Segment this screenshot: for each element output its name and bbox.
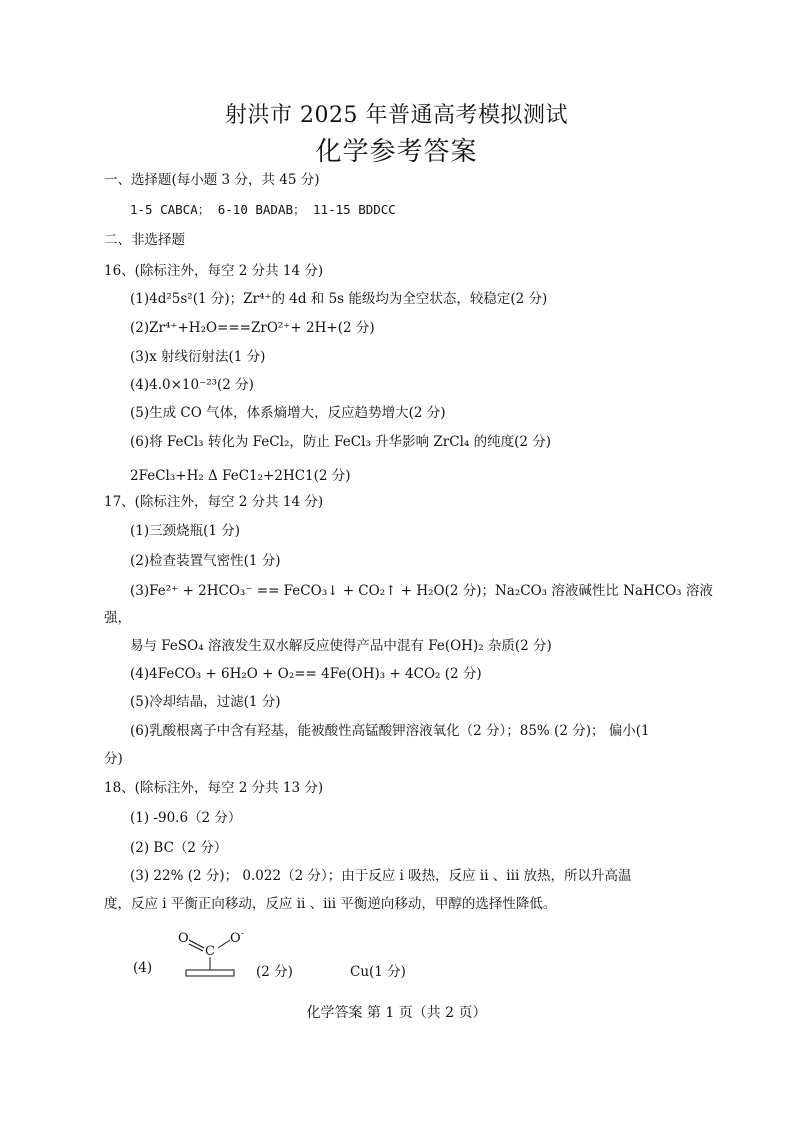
page-footer: 化学答案 第 1 页（共 2 页） xyxy=(306,1005,487,1021)
q17-p5: (5)冷却结晶，过滤(1 分) xyxy=(130,694,281,710)
q18-p4-score: (2 分) xyxy=(256,964,293,980)
q18-p1: (1) -90.6（2 分） xyxy=(130,810,242,826)
q18-p2: (2) BC（2 分） xyxy=(130,840,228,856)
q16-p2: (2)Zr⁴⁺+H₂O===ZrO²⁺+ 2H+(2 分) xyxy=(130,320,375,336)
section2-heading: 二、非选择题 xyxy=(104,232,185,248)
section1-heading: 一、选择题(每小题 3 分，共 45 分) xyxy=(104,172,320,188)
section1-answers: 1-5 CABCA； 6-10 BADAB； 11-15 BDDCC xyxy=(130,202,396,217)
q18-p4-label: (4) xyxy=(133,960,153,976)
structure-atom-c: C xyxy=(205,944,215,959)
q17-p6b: 分) xyxy=(104,751,123,767)
q17-p1: (1)三颈烧瓶(1 分) xyxy=(130,523,241,539)
q16-header: 16、(除标注外，每空 2 分共 14 分) xyxy=(104,263,324,279)
q18-p3a: (3) 22% (2 分)； 0.022（2 分）；由于反应 i 吸热，反应 ii 、iii 放热，所以升高温 xyxy=(130,868,632,884)
q17-p3c: 易与 FeSO₄ 溶液发生双水解反应使得产品中混有 Fe(OH)₂ 杂质(2 分) xyxy=(130,638,552,654)
q17-p6a: (6)乳酸根离子中含有羟基，能被酸性高锰酸钾溶液氧化（2 分）；85% (2 分)； 偏小(1 xyxy=(130,723,650,739)
title-line2: 化学参考答案 xyxy=(315,137,478,167)
q16-p6: (6)将 FeCl₃ 转化为 FeCl₂，防止 FeCl₃ 升华影响 ZrCl₄ 的纯度(2 分) xyxy=(130,434,551,450)
q16-p3: (3)x 射线衍射法(1 分) xyxy=(130,349,266,365)
q16-p7: 2FeCl₃+H₂ Δ FeC1₂+2HC1(2 分) xyxy=(130,468,351,484)
structure-single-bond xyxy=(218,940,230,948)
q16-p1: (1)4d²5s²(1 分)；Zr⁴⁺的 4d 和 5s 能级均为全空状态，较稳定(2 分) xyxy=(130,291,548,307)
q16-p5: (5)生成 CO 气体，体系熵增大，反应趋势增大(2 分) xyxy=(130,405,446,421)
q17-p3b: 强， xyxy=(104,610,131,626)
q18-header: 18、(除标注外，每空 2 分共 13 分) xyxy=(104,780,324,796)
structure-charge: - xyxy=(241,929,245,939)
structure-surface xyxy=(186,970,234,976)
q18-p4-cu: Cu(1 分) xyxy=(350,964,406,980)
carboxylate-structure-diagram xyxy=(172,926,246,984)
structure-double-bond-1 xyxy=(189,940,204,948)
q17-p4: (4)4FeCO₃ + 6H₂O + O₂== 4Fe(OH)₃ + 4CO₂ (2 分) xyxy=(130,666,482,682)
title-line1: 射洪市 2025 年普通高考模拟测试 xyxy=(225,103,568,128)
q17-p3a: (3)Fe²⁺ + 2HCO₃⁻ == FeCO₃↓ + CO₂↑ + H₂O(2 分)；Na₂CO₃ 溶液碱性比 NaHCO₃ 溶液 xyxy=(130,583,713,599)
q17-header: 17、(除标注外，每空 2 分共 14 分) xyxy=(104,494,324,510)
q18-p3b: 度，反应 i 平衡正向移动，反应 ii 、iii 平衡逆向移动，甲醇的选择性降低。 xyxy=(104,896,557,912)
structure-double-bond-2 xyxy=(189,944,203,951)
q17-p2: (2)检查装置气密性(1 分) xyxy=(130,553,281,569)
structure-atom-o-right: O xyxy=(230,931,241,946)
structure-atom-o-left: O xyxy=(178,931,189,946)
q16-p4: (4)4.0×10⁻²³(2 分) xyxy=(130,377,254,393)
